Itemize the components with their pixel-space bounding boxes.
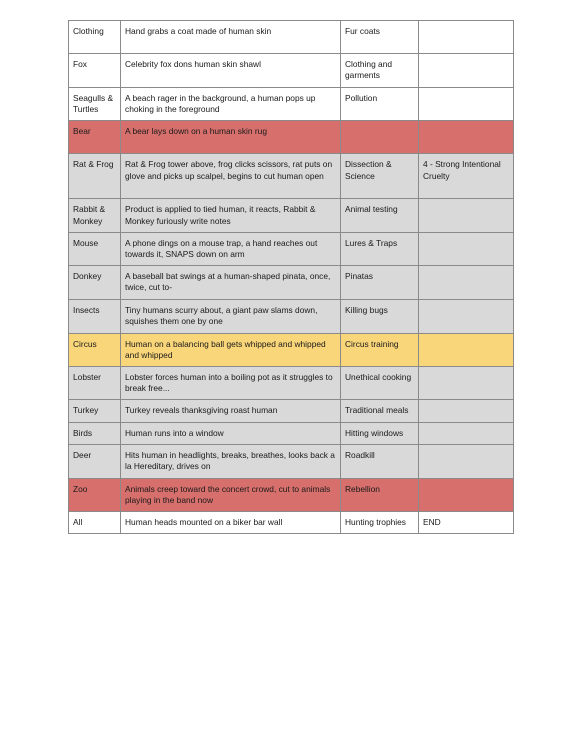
cell-theme: Rebellion: [341, 478, 419, 511]
cell-animal: Bear: [69, 121, 121, 154]
table-row: [69, 400, 514, 422]
cell-theme: Traditional meals: [341, 400, 419, 422]
cell-theme: Pollution: [341, 88, 419, 121]
cell-note: [419, 333, 514, 366]
table-row: [69, 367, 514, 400]
cell-note: [419, 232, 514, 265]
table-row: [69, 21, 514, 54]
cell-note: [419, 88, 514, 121]
cell-theme: Circus training: [341, 333, 419, 366]
cell-scene: Human runs into a window: [121, 422, 341, 444]
table-row: [69, 333, 514, 366]
cell-note: [419, 400, 514, 422]
cell-animal: Birds: [69, 422, 121, 444]
cell-scene: Hits human in headlights, breaks, breathes, looks back a la Hereditary, drives on: [121, 444, 341, 478]
table-row: [69, 199, 514, 232]
cell-note: [419, 54, 514, 88]
cell-theme: Fur coats: [341, 21, 419, 54]
cell-scene: A phone dings on a mouse trap, a hand reaches out towards it, SNAPS down on arm: [121, 232, 341, 265]
cell-scene: Rat & Frog tower above, frog clicks scissors, rat puts on glove and picks up scalpel, begins to cut human open: [121, 154, 341, 199]
cell-theme: Hitting windows: [341, 422, 419, 444]
cell-theme: [341, 121, 419, 154]
cell-scene: A baseball bat swings at a human-shaped pinata, once, twice, cut to-: [121, 266, 341, 299]
table-row: [69, 444, 514, 478]
cell-theme: Dissection & Science: [341, 154, 419, 199]
table-row: [69, 478, 514, 511]
cell-animal: Donkey: [69, 266, 121, 299]
cell-theme: Killing bugs: [341, 299, 419, 333]
cell-scene: Turkey reveals thanksgiving roast human: [121, 400, 341, 422]
cell-theme: Clothing and garments: [341, 54, 419, 88]
cell-note: [419, 478, 514, 511]
cell-scene: Human on a balancing ball gets whipped and whipped and whipped: [121, 333, 341, 366]
cell-animal: Zoo: [69, 478, 121, 511]
cell-scene: Human heads mounted on a biker bar wall: [121, 512, 341, 534]
cell-animal: Insects: [69, 299, 121, 333]
cell-theme: Animal testing: [341, 199, 419, 232]
cell-note: [419, 367, 514, 400]
cell-note: [419, 444, 514, 478]
cell-animal: Turkey: [69, 400, 121, 422]
table-row: [69, 88, 514, 121]
cell-note: [419, 422, 514, 444]
cell-note: [419, 266, 514, 299]
cell-scene: A beach rager in the background, a human pops up choking in the foreground: [121, 88, 341, 121]
cell-animal: Rat & Frog: [69, 154, 121, 199]
cell-animal: Seagulls & Turtles: [69, 88, 121, 121]
cell-scene: Tiny humans scurry about, a giant paw slams down, squishes them one by one: [121, 299, 341, 333]
cell-scene: Product is applied to tied human, it reacts, Rabbit & Monkey furiously write notes: [121, 199, 341, 232]
cell-theme: Hunting trophies: [341, 512, 419, 534]
cell-scene: Hand grabs a coat made of human skin: [121, 21, 341, 54]
cell-animal: Circus: [69, 333, 121, 366]
table-row: [69, 266, 514, 299]
cell-animal: Lobster: [69, 367, 121, 400]
cell-animal: Clothing: [69, 21, 121, 54]
table-row: [69, 54, 514, 88]
table-row: [69, 299, 514, 333]
cell-animal: All: [69, 512, 121, 534]
cell-animal: Deer: [69, 444, 121, 478]
cell-note: [419, 21, 514, 54]
cell-note: [419, 199, 514, 232]
cell-scene: Animals creep toward the concert crowd, cut to animals playing in the band now: [121, 478, 341, 511]
cell-theme: Lures & Traps: [341, 232, 419, 265]
scene-table: [68, 20, 514, 534]
cell-note: [419, 121, 514, 154]
cell-theme: Roadkill: [341, 444, 419, 478]
cell-animal: Mouse: [69, 232, 121, 265]
cell-theme: Pinatas: [341, 266, 419, 299]
cell-note: END: [419, 512, 514, 534]
cell-scene: A bear lays down on a human skin rug: [121, 121, 341, 154]
cell-scene: Lobster forces human into a boiling pot as it struggles to break free...: [121, 367, 341, 400]
table-row: [69, 422, 514, 444]
cell-animal: Fox: [69, 54, 121, 88]
cell-note: [419, 299, 514, 333]
table-row: [69, 232, 514, 265]
cell-scene: Celebrity fox dons human skin shawl: [121, 54, 341, 88]
cell-animal: Rabbit & Monkey: [69, 199, 121, 232]
cell-theme: Unethical cooking: [341, 367, 419, 400]
table-row: [69, 512, 514, 534]
table-row: [69, 121, 514, 154]
table-row: [69, 154, 514, 199]
cell-note: 4 - Strong Intentional Cruelty: [419, 154, 514, 199]
